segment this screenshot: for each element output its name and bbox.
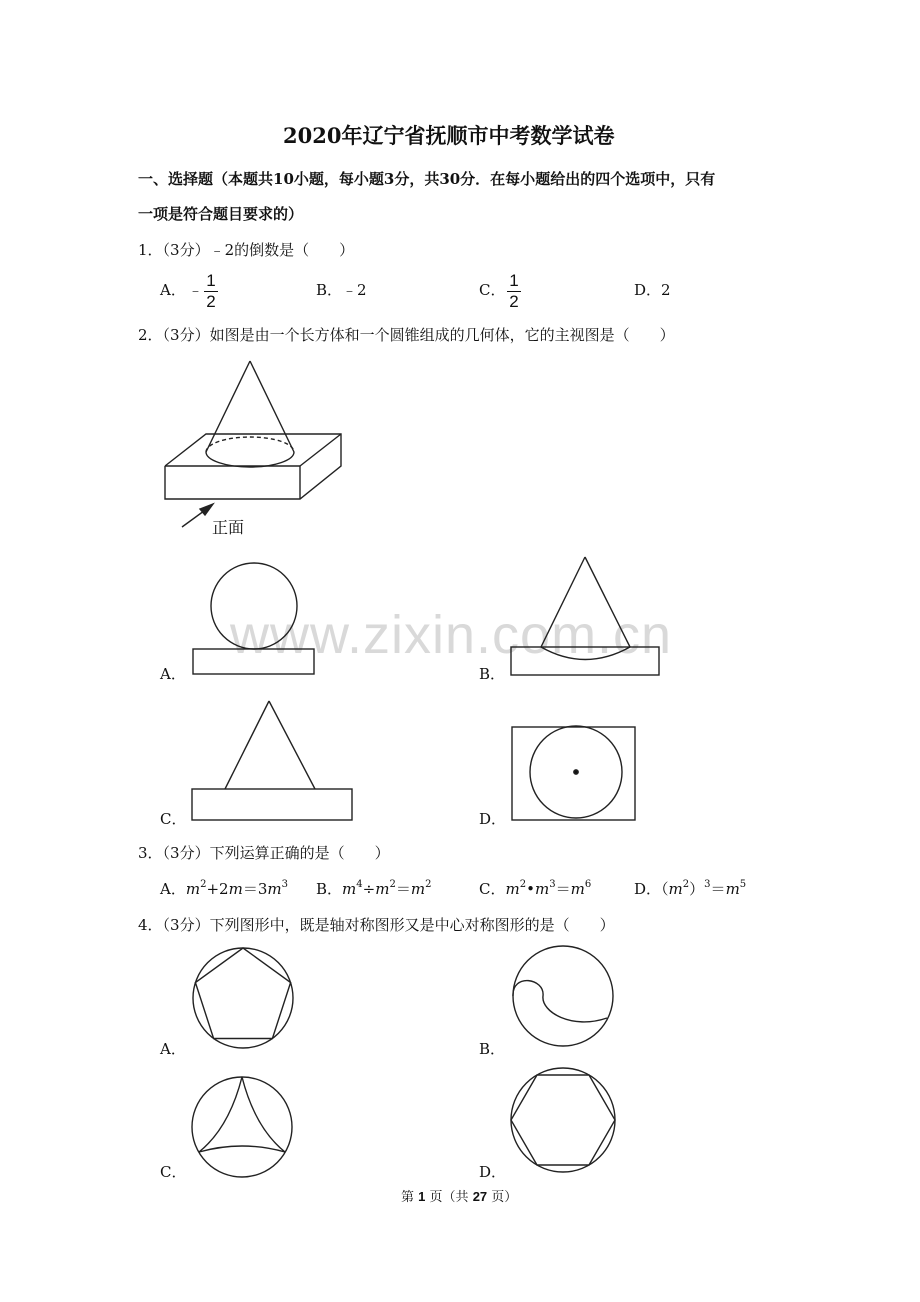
q1-option-a-sign: ﹣ [188, 281, 204, 299]
q1-option-c-numerator: 1 [509, 271, 519, 290]
q3-option-a-label: A． [160, 880, 186, 898]
q4-c-circle [192, 1077, 292, 1177]
q1-option-a-denominator: 2 [206, 292, 216, 311]
q4-stem: 4．（3分）下列图形中，既是轴对称图形又是中心对称图形的是（ ） [138, 916, 615, 934]
footer-middle: 页（共 [429, 1190, 469, 1205]
section-heading-line1: 一、选择题（本题共10小题，每小题3分，共30分．在每小题给出的四个选项中，只有 [138, 170, 716, 188]
front-view-label: 正面 [212, 520, 245, 537]
q3-option-d-label: D． [634, 880, 662, 898]
q2-option-c-label: C． [160, 810, 187, 828]
q3-option-c-label: C． [479, 880, 506, 898]
q4-option-a-label: A． [160, 1040, 186, 1058]
q1-option-b: B．﹣2 [316, 281, 367, 299]
q1-stem: 1．（3分）﹣2的倒数是（ ） [138, 241, 355, 259]
q4-b-s-curve [513, 981, 607, 1022]
footer-total-pages: 27 [472, 1189, 488, 1204]
q1-option-a-label: A． [160, 281, 186, 299]
q4-a-circle [193, 948, 293, 1048]
q1-option-d: D．2 [634, 281, 671, 299]
q4-option-c-label: C． [160, 1163, 187, 1181]
q2-stem: 2．（3分）如图是由一个长方体和一个圆锥组成的几何体，它的主视图是（ ） [138, 326, 675, 344]
q2-option-a-label: A． [160, 665, 186, 683]
footer-suffix: 页） [491, 1190, 518, 1205]
q1-option-c-label: C． [479, 281, 506, 299]
section-heading-line2: 一项是符合题目要求的） [138, 205, 304, 223]
q4-d-circle [511, 1068, 615, 1172]
q2-option-b-label: B． [479, 665, 506, 683]
footer-prefix: 第 [401, 1190, 415, 1205]
watermark-text: www.zixin.com.cn [230, 605, 673, 665]
page-footer [401, 1188, 517, 1207]
footer-page-number: 1 [418, 1189, 426, 1204]
q4-d-hexagon [511, 1075, 615, 1165]
q3-option-a: A．$m^2+2m=3m^3$ [160, 879, 288, 898]
q4-b-circle [513, 946, 613, 1046]
q4-option-d-label: D． [479, 1163, 507, 1181]
page-title: 2020年辽宁省抚顺市中考数学试卷 [283, 123, 615, 148]
q3-stem: 3．（3分）下列运算正确的是（ ） [138, 844, 390, 862]
q3-option-b: B．$m^4\div m^2=m^2$ [316, 879, 432, 898]
q3-option-d: D．$(m^2)^3=m^5$ [634, 879, 747, 898]
q4-c-curved-triangle [199, 1077, 285, 1152]
q1-option-a-numerator: 1 [206, 271, 216, 290]
q3-option-c: C．$m^2•m^3=m^6$ [479, 879, 592, 898]
q4-option-b-label: B． [479, 1040, 506, 1058]
q3-option-b-label: B． [316, 880, 343, 898]
q2-option-d-label: D． [479, 810, 507, 828]
q1-option-c-denominator: 2 [509, 292, 519, 311]
